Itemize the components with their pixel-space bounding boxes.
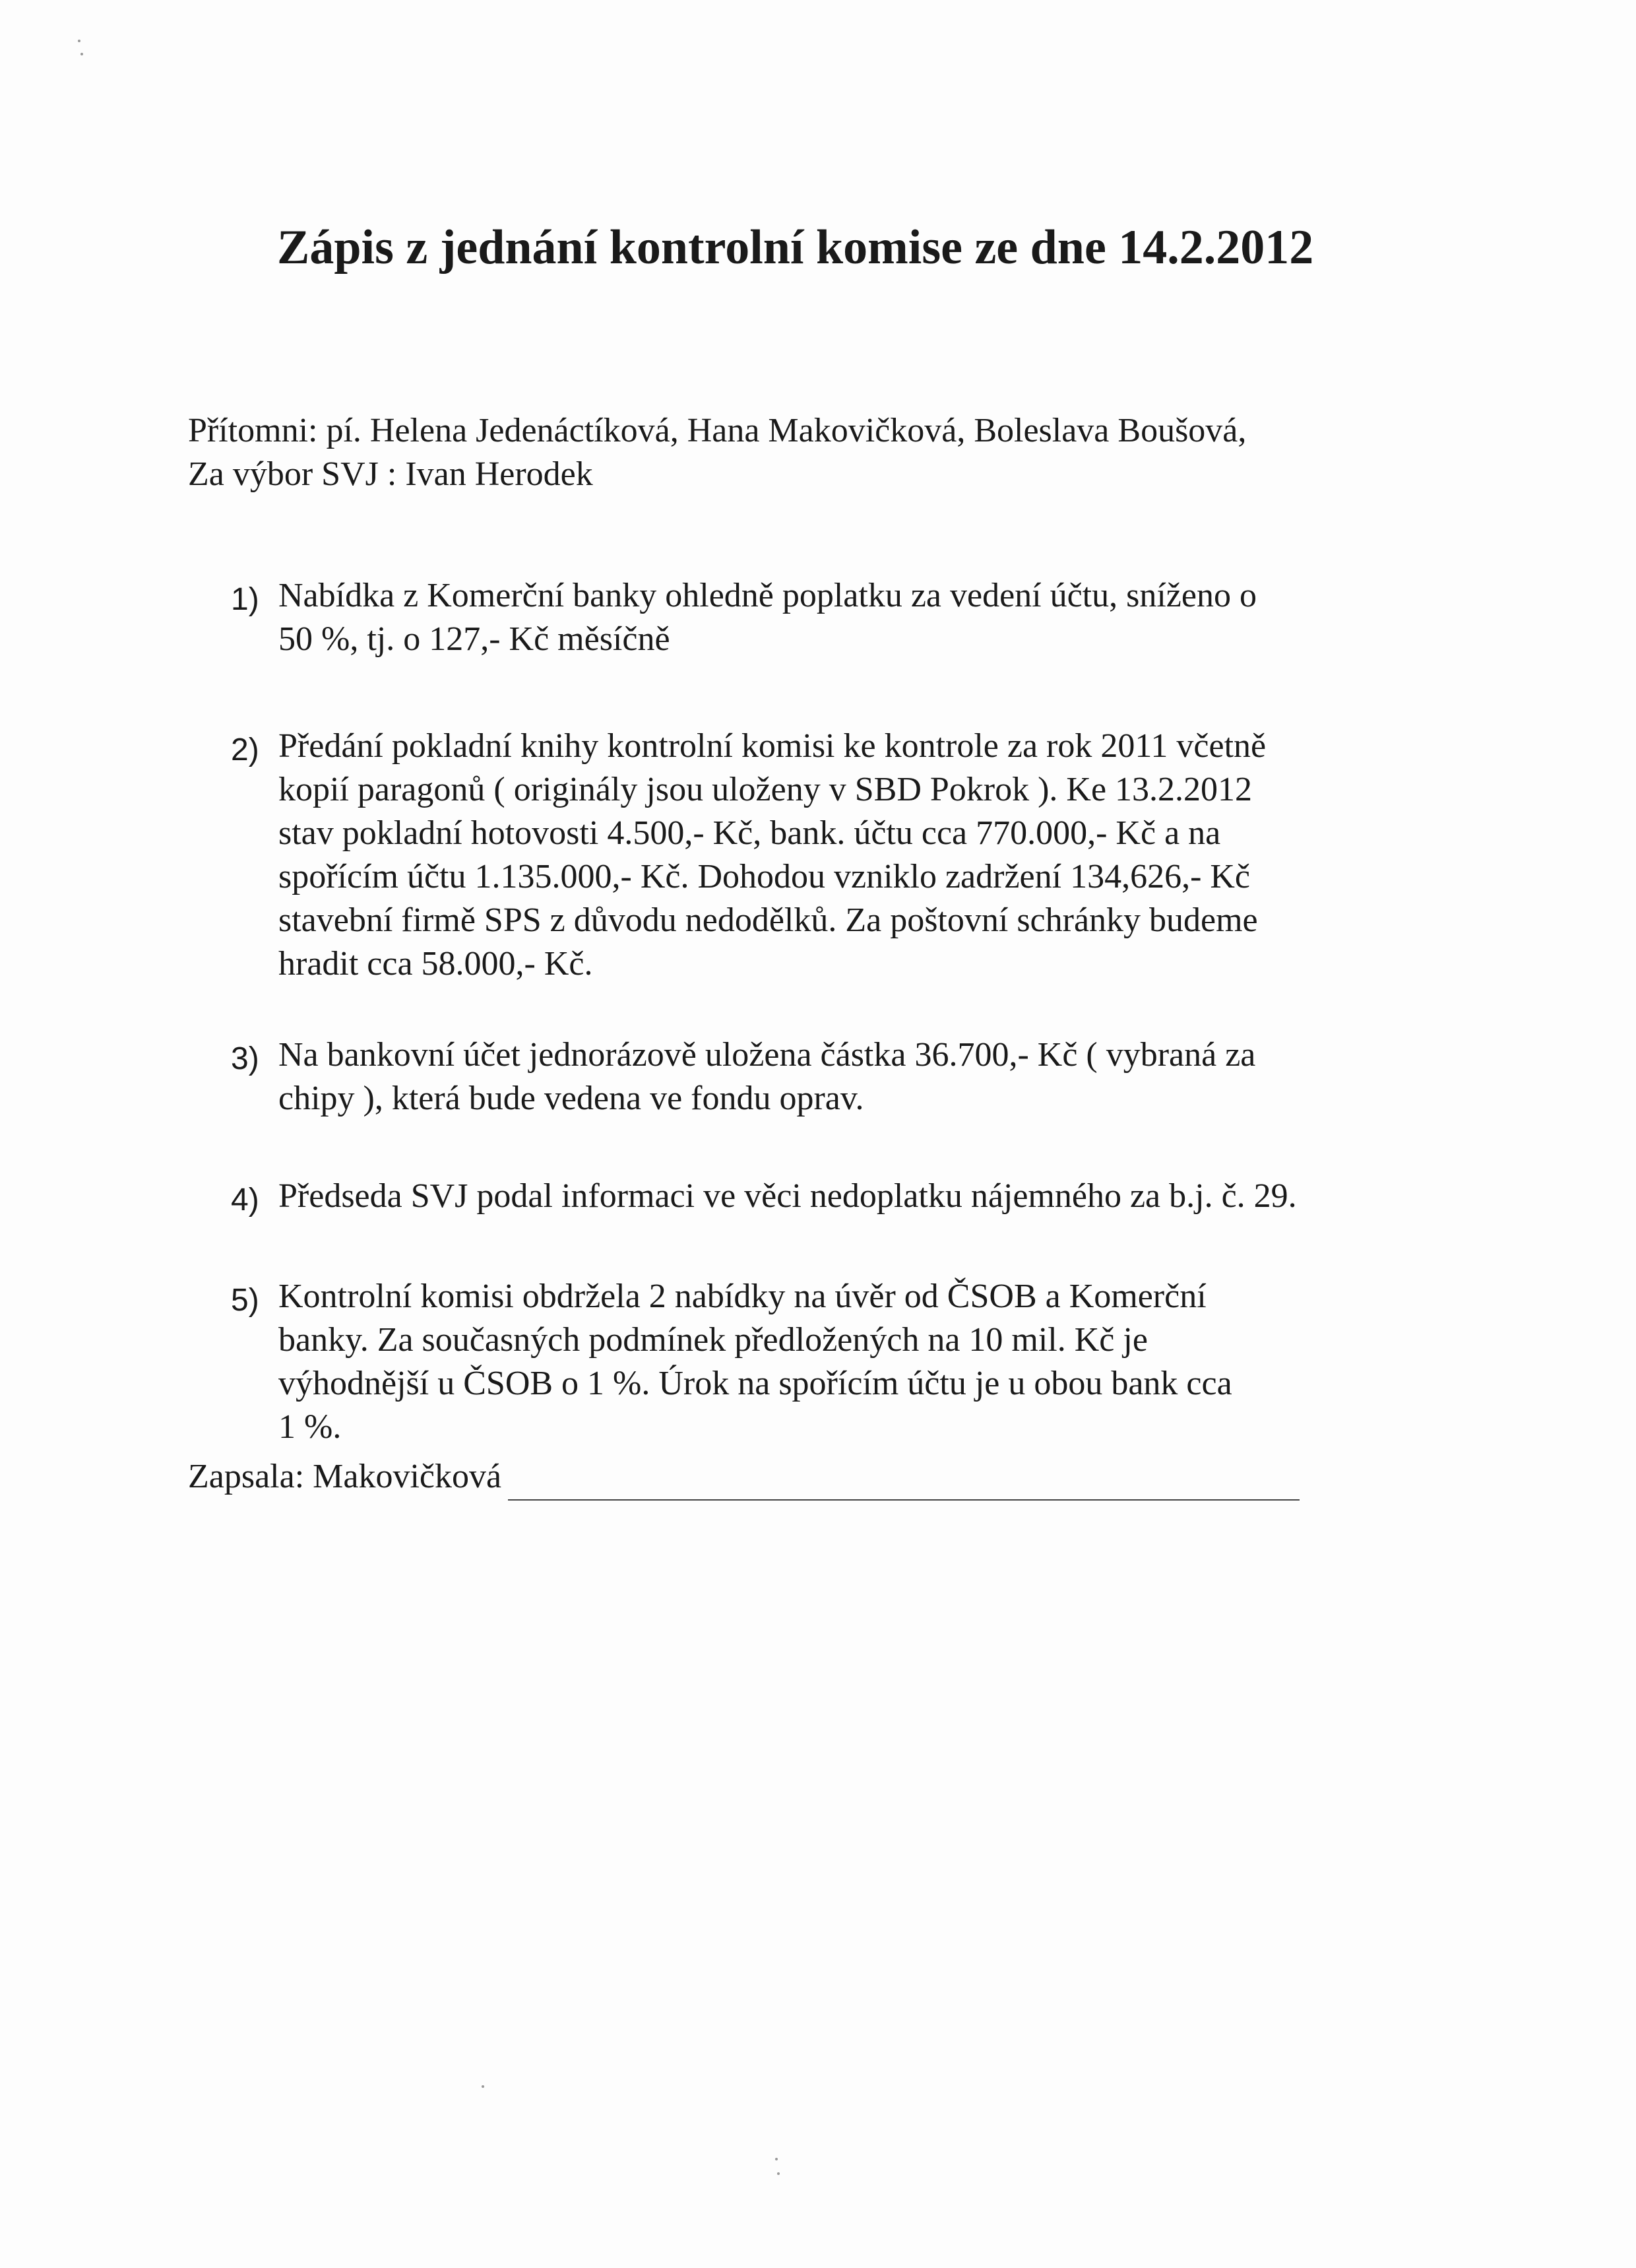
item-text-line: Předseda SVJ podal informaci ve věci nedoplatku nájemného za b.j. č. 29. bbox=[278, 1177, 1297, 1215]
item-text-line: výhodnější u ČSOB o 1 %. Úrok na spořícím účtu je u obou bank cca bbox=[278, 1365, 1232, 1402]
item-number: 5) bbox=[231, 1283, 259, 1318]
attendees-line: Přítomni: pí. Helena Jedenáctíková, Hana Makovičková, Boleslava Boušová, bbox=[188, 412, 1247, 449]
item-text-line: Nabídka z Komerční banky ohledně poplatku za vedení účtu, sníženo o bbox=[278, 577, 1257, 614]
item-number: 4) bbox=[231, 1183, 259, 1217]
item-text-line: stavební firmě SPS z důvodu nedodělků. Za poštovní schránky budeme bbox=[278, 901, 1258, 939]
item-text-line: Kontrolní komisi obdržela 2 nabídky na úvěr od ČSOB a Komerční bbox=[278, 1278, 1207, 1315]
scan-speck bbox=[775, 2158, 778, 2160]
item-number: 2) bbox=[231, 732, 259, 767]
committee-representative-line: Za výbor SVJ : Ivan Herodek bbox=[188, 455, 593, 493]
item-text-line: banky. Za současných podmínek předložených na 10 mil. Kč je bbox=[278, 1321, 1148, 1359]
item-text-line: stav pokladní hotovosti 4.500,- Kč, bank. účtu cca 770.000,- Kč a na bbox=[278, 814, 1221, 852]
item-number: 1) bbox=[231, 582, 259, 617]
item-text-line: 50 %, tj. o 127,- Kč měsíčně bbox=[278, 620, 670, 658]
recorded-by: Zapsala: Makovičková bbox=[188, 1458, 502, 1495]
item-text-line: Na bankovní účet jednorázově uložena částka 36.700,- Kč ( vybraná za bbox=[278, 1036, 1256, 1074]
scan-speck bbox=[777, 2172, 780, 2175]
item-number: 3) bbox=[231, 1041, 259, 1076]
signature-line bbox=[508, 1499, 1300, 1501]
item-text-line: Předání pokladní knihy kontrolní komisi ke kontrole za rok 2011 včetně bbox=[278, 727, 1267, 765]
item-text-line: 1 %. bbox=[278, 1408, 342, 1446]
agenda-item-3 bbox=[231, 1033, 1385, 1120]
attendees-block bbox=[188, 409, 1375, 496]
agenda-item-1 bbox=[231, 574, 1385, 661]
scan-speck bbox=[78, 40, 80, 42]
agenda-items bbox=[231, 574, 1385, 1449]
item-text-line: chipy ), která bude vedena ve fondu oprav. bbox=[278, 1080, 864, 1117]
scan-speck bbox=[80, 53, 83, 55]
agenda-item-4 bbox=[231, 1175, 1385, 1218]
document-title: Zápis z jednání kontrolní komise ze dne 14.2.2012 bbox=[277, 220, 1314, 275]
item-text-line: kopií paragonů ( originály jsou uloženy v SBD Pokrok ). Ke 13.2.2012 bbox=[278, 771, 1253, 808]
item-text-line: spořícím účtu 1.135.000,- Kč. Dohodou vzniklo zadržení 134,626,- Kč bbox=[278, 858, 1251, 895]
agenda-item-5 bbox=[231, 1275, 1385, 1449]
agenda-item-2 bbox=[231, 725, 1385, 986]
scan-speck bbox=[482, 2085, 484, 2088]
item-text-line: hradit cca 58.000,- Kč. bbox=[278, 945, 593, 983]
